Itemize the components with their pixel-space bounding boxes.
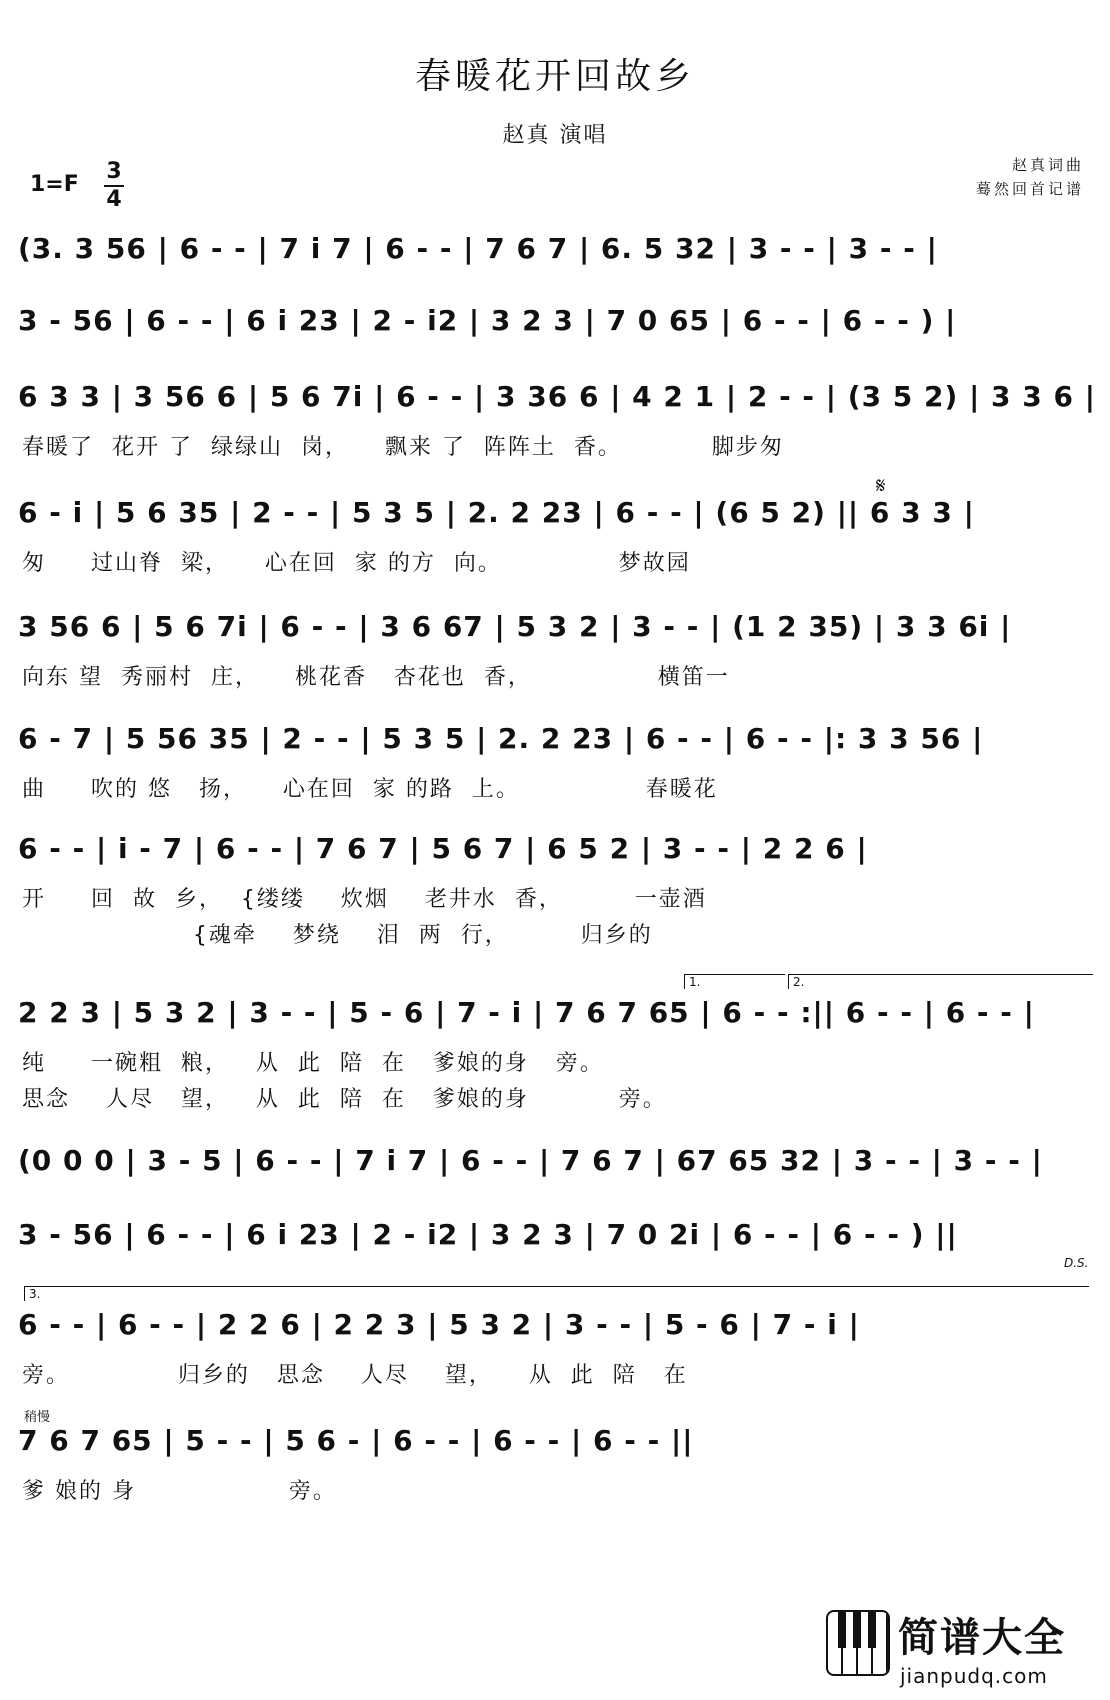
time-signature xyxy=(104,160,124,212)
site-logo xyxy=(826,1606,1096,1690)
volta-bracket-2: 2. xyxy=(788,974,1093,989)
lyric-line: 曲 吹的 悠 扬， 心在回 家 的路 上。 春暖花 xyxy=(22,777,718,802)
notation-line: 2 2 3 | 5 3 2 | 3 - - | 5 - 6 | 7 - i | 7 6 7 65 | 6 - - :|| 6 - - | 6 - - | xyxy=(18,996,1035,1029)
tempo-marking: 稍慢 xyxy=(24,1410,51,1425)
notation-line: 6 - - | 6 - - | 2 2 6 | 2 2 3 | 5 3 2 | 3 - - | 5 - 6 | 7 - i | xyxy=(18,1308,860,1341)
lyric-line: 匆 过山脊 梁， 心在回 家 的方 向。 梦故园 xyxy=(22,551,691,576)
key-signature: 1=F xyxy=(30,172,79,197)
notation-line: 3 - 56 | 6 - - | 6 i 23 | 2 - i2 | 3 2 3 | 7 0 2i | 6 - - | 6 - - ) || xyxy=(18,1218,958,1251)
lyric-line: 思念 人尽 望， 从 此 陪 在 爹娘的身 旁。 xyxy=(22,1087,667,1112)
lyric-line: 开 回 故 乡， {缕缕 炊烟 老井水 香， 一壶酒 xyxy=(22,887,707,912)
segno-icon: 𝄋 xyxy=(876,474,886,499)
notation-line: 3 - 56 | 6 - - | 6 i 23 | 2 - i2 | 3 2 3 | 7 0 65 | 6 - - | 6 - - ) | xyxy=(18,304,957,337)
lyric-line: 春暖了 花开 了 绿绿山 岗， 飘来 了 阵阵土 香。 脚步匆 xyxy=(22,435,784,460)
meter-top: 3 xyxy=(106,159,122,184)
notation-line: (3. 3 56 | 6 - - | 7 i 7 | 6 - - | 7 6 7 | 6. 5 32 | 3 - - | 3 - - | xyxy=(18,232,938,265)
volta-bracket-3: 3. xyxy=(24,1286,1089,1301)
singer-label: 赵真 演唱 xyxy=(502,123,608,148)
notation-line: 6 - - | i - 7 | 6 - - | 7 6 7 | 5 6 7 | 6 5 2 | 3 - - | 2 2 6 | xyxy=(18,832,868,865)
notation-line: 7 6 7 65 | 5 - - | 5 6 - | 6 - - | 6 - - | 6 - - || xyxy=(18,1424,694,1457)
notation-line: 6 - i | 5 6 35 | 2 - - | 5 3 5 | 2. 2 23 | 6 - - | (6 5 2) || 6 3 3 | xyxy=(18,496,975,529)
logo-name: 简谱大全 xyxy=(898,1615,1066,1661)
transcriber-credit: 蓦然回首记谱 xyxy=(975,180,1084,198)
notation-line: 3 56 6 | 5 6 7i | 6 - - | 3 6 67 | 5 3 2 | 3 - - | (1 2 35) | 3 3 6i | xyxy=(18,610,1012,643)
lyric-line: {魂牵 梦绕 泪 两 行， 归乡的 xyxy=(22,923,653,948)
notation-line: (0 0 0 | 3 - 5 | 6 - - | 7 i 7 | 6 - - | 7 6 7 | 67 65 32 | 3 - - | 3 - - | xyxy=(18,1144,1043,1177)
lyric-line: 向东 望 秀丽村 庄， 桃花香 杏花也 香， 横笛一 xyxy=(22,665,730,690)
volta-bracket-1: 1. xyxy=(684,974,785,989)
lyric-line: 纯 一碗粗 粮， 从 此 陪 在 爹娘的身 旁。 xyxy=(22,1051,604,1076)
notation-line: 6 - 7 | 5 56 35 | 2 - - | 5 3 5 | 2. 2 23 | 6 - - | 6 - - |: 3 3 56 | xyxy=(18,722,984,755)
composer-credit: 赵真词曲 xyxy=(1011,156,1084,174)
page-title: 春暖花开回故乡 xyxy=(414,56,695,97)
lyric-line: 旁。 归乡的 思念 人尽 望， 从 此 陪 在 xyxy=(22,1363,688,1388)
notation-line: 6 3 3 | 3 56 6 | 5 6 7i | 6 - - | 3 36 6 | 4 2 1 | 2 - - | (3 5 2) | 3 3 6 | xyxy=(18,380,1096,413)
piano-keys-icon xyxy=(826,1610,890,1676)
logo-url: jianpudq.com xyxy=(900,1664,1048,1688)
meter-bottom: 4 xyxy=(106,187,122,212)
lyric-line: 爹 娘的 身 旁。 xyxy=(22,1479,337,1504)
ds-marking: D.S. xyxy=(1064,1256,1089,1270)
